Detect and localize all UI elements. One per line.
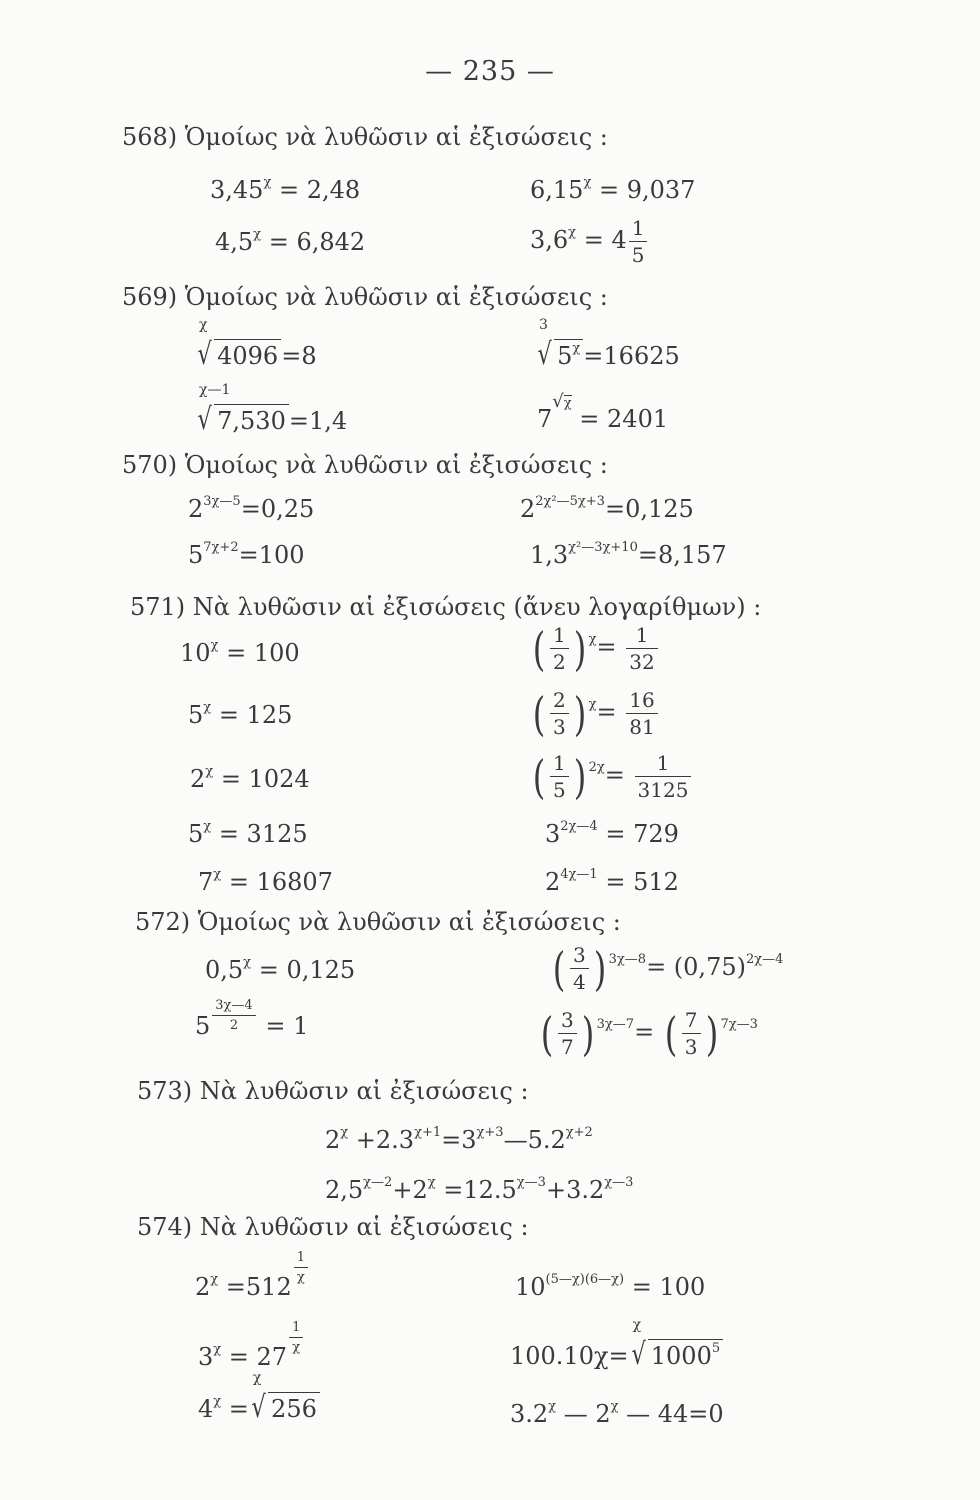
equation: 100.10χ= χ √ 1000$^5$	[510, 1340, 723, 1370]
equation: $7^{√\chi} = 2401$	[537, 391, 669, 433]
equation: $7^\chi = 16807$	[198, 867, 333, 896]
heading-570: 570) Ὁμοίως νὰ λυθῶσιν αἱ ἐξισώσεις :	[122, 451, 608, 479]
equation: $1,3^{\chi^2—3\chi+10}=8,157$	[530, 540, 727, 569]
heading-568: 568) Ὁμοίως νὰ λυθῶσιν αἱ ἐξισώσεις :	[122, 123, 608, 151]
equation: $6,15^\chi = 9,037$	[530, 175, 696, 204]
equation: $2^\chi =512$ $\frac{1}{\chi}$	[195, 1275, 310, 1308]
heading-573: 573) Νὰ λυθῶσιν αἱ ἐξισώσεις :	[137, 1077, 529, 1105]
heading-572: 572) Ὁμοίως νὰ λυθῶσιν αἱ ἐξισώσεις :	[135, 908, 621, 936]
equation: ( $\frac{2}{3}$ ) $^\chi$= $\frac{16}{81}$	[530, 690, 660, 737]
equation: $2^\chi$ $+2.3^{\chi+1}=3^{\chi+3}—5.2^{\chi+2}$	[325, 1125, 593, 1154]
heading-569: 569) Ὁμοίως νὰ λυθῶσιν αἱ ἐξισώσεις :	[122, 283, 608, 311]
heading-571: 571) Νὰ λυθῶσιν αἱ ἐξισώσεις (ἄνευ λογαρίθμων) :	[130, 593, 762, 621]
equation: $2^{2\chi^2—5\chi+3}=0,125$	[520, 494, 694, 523]
equation: $10^{(5—\chi)(6—\chi)} = 100$	[515, 1272, 706, 1301]
equation: $3,6^\chi = 4$ $\frac{1}{5}$	[530, 218, 649, 265]
equation: $4^\chi$ = χ √ 256	[198, 1393, 320, 1423]
equation: $3^{2\chi—4} = 729$	[545, 819, 679, 848]
equation: $2^{4\chi—1} = 512$	[545, 867, 679, 896]
equation: $4,5^\chi = 6,842$	[215, 227, 366, 256]
equation: $5^{7\chi+2}=100$	[188, 540, 305, 569]
equation: $2^\chi = 1024$	[190, 764, 310, 793]
page-number: — 235 —	[425, 56, 555, 87]
equation: ( $\frac{1}{5}$ ) $^{2\chi}$= $\frac{1}{3125}$	[530, 753, 693, 800]
equation: $3^\chi = 27$ $\frac{1}{\chi}$	[198, 1345, 305, 1378]
equation: ( $\frac{1}{2}$ ) $^\chi$= $\frac{1}{32}$	[530, 625, 660, 672]
equation: 3 √ $5^\chi =16625$	[537, 317, 680, 372]
equation: $10^\chi = 100$	[180, 638, 300, 667]
equation: $5^\chi = 125$	[188, 700, 293, 729]
equation: ( $\frac{3}{4}$ ) $^{3\chi—8}= (0,75)^{2\chi—4}$	[552, 941, 784, 996]
heading-574: 574) Νὰ λυθῶσιν αἱ ἐξισώσεις :	[137, 1213, 529, 1241]
equation: $3.2^\chi$ — $2^\chi$ — 44=0	[510, 1399, 724, 1428]
equation: 5 $\frac{3\chi—4}{2}$ = 1	[195, 998, 309, 1040]
equation: $5^\chi = 3125$	[188, 819, 308, 848]
equation: $2,5^{\chi—2}+2^\chi =12.5^{\chi—3}+3.2^{\chi—3}$	[325, 1175, 634, 1204]
equation: $0,5^\chi = 0,125$	[205, 955, 356, 984]
equation: ( $\frac{3}{7}$ ) $^{3\chi—7}$= ( $\frac{7}{3}$ ) $^{7\chi—3}$	[540, 1006, 758, 1061]
equation: χ—1 √ 7,530 =1,4	[197, 382, 348, 437]
equation: χ √ 4096 =8	[197, 317, 317, 372]
equation: $3,45^\chi = 2,48$	[210, 175, 361, 204]
equation: $2^{3\chi—5}=0,25$	[188, 494, 315, 523]
